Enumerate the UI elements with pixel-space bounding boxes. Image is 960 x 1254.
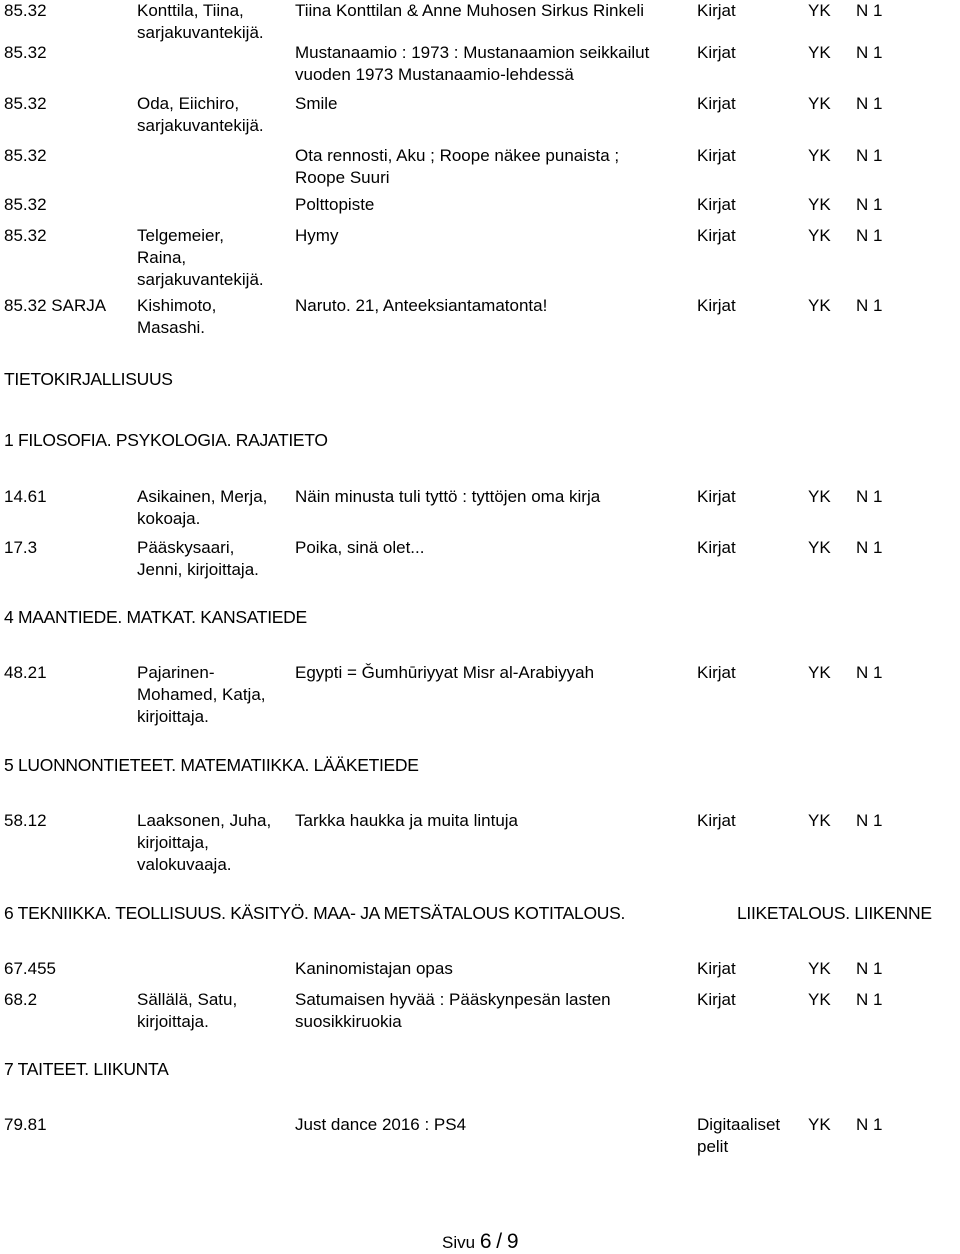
page-total: 9: [506, 1230, 519, 1253]
heading-tietokirjallisuus: TIETOKIRJALLISUUS: [4, 369, 173, 389]
title: Näin minusta tuli tyttö : tyttöjen oma kirja: [295, 487, 601, 506]
title: Roope Suuri: [295, 168, 390, 187]
copy-count: N 1: [856, 811, 883, 830]
copy-count: N 1: [856, 1115, 883, 1134]
material-type: Kirjat: [697, 195, 736, 214]
heading-luonnontieteet: 5 LUONNONTIETEET. MATEMATIIKKA. LÄÄKETIEDE: [4, 755, 419, 775]
copy-count: N 1: [856, 43, 883, 62]
class-number: 14.61: [4, 487, 47, 506]
author: Pääskysaari,: [137, 538, 235, 557]
material-type: Kirjat: [697, 94, 736, 113]
author: Konttila, Tiina,: [137, 1, 244, 20]
library-code: YK: [808, 1115, 831, 1134]
copy-count: N 1: [856, 94, 883, 113]
author: kirjoittaja,: [137, 833, 209, 852]
title: Smile: [295, 94, 338, 113]
author: Kishimoto,: [137, 296, 217, 315]
library-code: YK: [808, 296, 831, 315]
class-number: 85.32: [4, 43, 47, 62]
library-code: YK: [808, 195, 831, 214]
title: suosikkiruokia: [295, 1012, 402, 1031]
title: Egypti = Ǧumhūriyyat Misr al-Arabiyyah: [295, 663, 595, 682]
material-type: Digitaaliset: [697, 1115, 781, 1134]
author: Telgemeier,: [137, 226, 224, 245]
material-type: Kirjat: [697, 959, 736, 978]
title: Kaninomistajan opas: [295, 959, 453, 978]
class-number: 48.21: [4, 663, 47, 682]
page-number: 6: [479, 1230, 492, 1253]
author: Pajarinen-: [137, 663, 215, 682]
title: Ota rennosti, Aku ; Roope näkee punaista ;: [295, 146, 620, 165]
copy-count: N 1: [856, 487, 883, 506]
copy-count: N 1: [856, 1, 883, 20]
author: Oda, Eiichiro,: [137, 94, 240, 113]
class-number: 85.32: [4, 146, 47, 165]
library-code: YK: [808, 959, 831, 978]
class-number: 58.12: [4, 811, 47, 830]
title: Tarkka haukka ja muita lintuja: [295, 811, 519, 830]
heading-filosofia: 1 FILOSOFIA. PSYKOLOGIA. RAJATIETO: [4, 430, 328, 450]
author: Asikainen, Merja,: [137, 487, 268, 506]
heading-maantiede: 4 MAANTIEDE. MATKAT. KANSATIEDE: [4, 607, 307, 627]
library-code: YK: [808, 43, 831, 62]
library-code: YK: [808, 226, 831, 245]
class-number: 67.455: [4, 959, 56, 978]
copy-count: N 1: [856, 226, 883, 245]
library-code: YK: [808, 538, 831, 557]
library-code: YK: [808, 487, 831, 506]
library-code: YK: [808, 1, 831, 20]
library-code: YK: [808, 663, 831, 682]
title: Polttopiste: [295, 195, 375, 214]
class-number: 79.81: [4, 1115, 47, 1134]
title: Satumaisen hyvää : Pääskynpesän lasten: [295, 990, 611, 1009]
library-code: YK: [808, 811, 831, 830]
title: Naruto. 21, Anteeksiantamatonta!: [295, 296, 548, 315]
title: Mustanaamio : 1973 : Mustanaamion seikkailut: [295, 43, 650, 62]
copy-count: N 1: [856, 296, 883, 315]
author: sarjakuvantekijä.: [137, 270, 264, 289]
material-type: Kirjat: [697, 487, 736, 506]
library-code: YK: [808, 990, 831, 1009]
material-type: pelit: [697, 1137, 729, 1156]
title: Just dance 2016 : PS4: [295, 1115, 467, 1134]
author: Laaksonen, Juha,: [137, 811, 272, 830]
class-number: 85.32: [4, 1, 47, 20]
material-type: Kirjat: [697, 226, 736, 245]
author: valokuvaaja.: [137, 855, 232, 874]
material-type: Kirjat: [697, 43, 736, 62]
library-code: YK: [808, 94, 831, 113]
class-number: 85.32: [4, 195, 47, 214]
copy-count: N 1: [856, 663, 883, 682]
page-separator: /: [496, 1230, 503, 1253]
author: sarjakuvantekijä.: [137, 116, 264, 135]
class-number: 85.32 SARJA: [4, 296, 107, 315]
author: Raina,: [137, 248, 187, 267]
copy-count: N 1: [856, 990, 883, 1009]
author: Jenni, kirjoittaja.: [137, 560, 259, 579]
heading-tekniikka-cont: LIIKETALOUS. LIIKENNE: [737, 903, 932, 923]
copy-count: N 1: [856, 959, 883, 978]
title: vuoden 1973 Mustanaamio-lehdessä: [295, 65, 574, 84]
heading-taiteet: 7 TAITEET. LIIKUNTA: [4, 1059, 169, 1079]
title: Poika, sinä olet...: [295, 538, 425, 557]
library-code: YK: [808, 146, 831, 165]
material-type: Kirjat: [697, 811, 736, 830]
material-type: Kirjat: [697, 663, 736, 682]
heading-tekniikka: 6 TEKNIIKKA. TEOLLISUUS. KÄSITYÖ. MAA- JA METSÄTALOUS KOTITALOUS.: [4, 903, 626, 923]
copy-count: N 1: [856, 146, 883, 165]
material-type: Kirjat: [697, 990, 736, 1009]
author: Masashi.: [137, 318, 206, 337]
footer-label: Sivu: [442, 1233, 476, 1252]
author: kokoaja.: [137, 509, 201, 528]
material-type: Kirjat: [697, 538, 736, 557]
material-type: Kirjat: [697, 296, 736, 315]
class-number: 17.3: [4, 538, 38, 557]
material-type: Kirjat: [697, 1, 736, 20]
page-footer: [442, 1231, 519, 1254]
copy-count: N 1: [856, 195, 883, 214]
author: kirjoittaja.: [137, 1012, 209, 1031]
material-type: Kirjat: [697, 146, 736, 165]
author: kirjoittaja.: [137, 707, 209, 726]
class-number: 85.32: [4, 94, 47, 113]
author: Mohamed, Katja,: [137, 685, 266, 704]
class-number: 68.2: [4, 990, 38, 1009]
author: sarjakuvantekijä.: [137, 23, 264, 42]
copy-count: N 1: [856, 538, 883, 557]
class-number: 85.32: [4, 226, 47, 245]
author: Sällälä, Satu,: [137, 990, 238, 1009]
title: Hymy: [295, 226, 339, 245]
title: Tiina Konttilan & Anne Muhosen Sirkus Rinkeli: [295, 1, 644, 20]
